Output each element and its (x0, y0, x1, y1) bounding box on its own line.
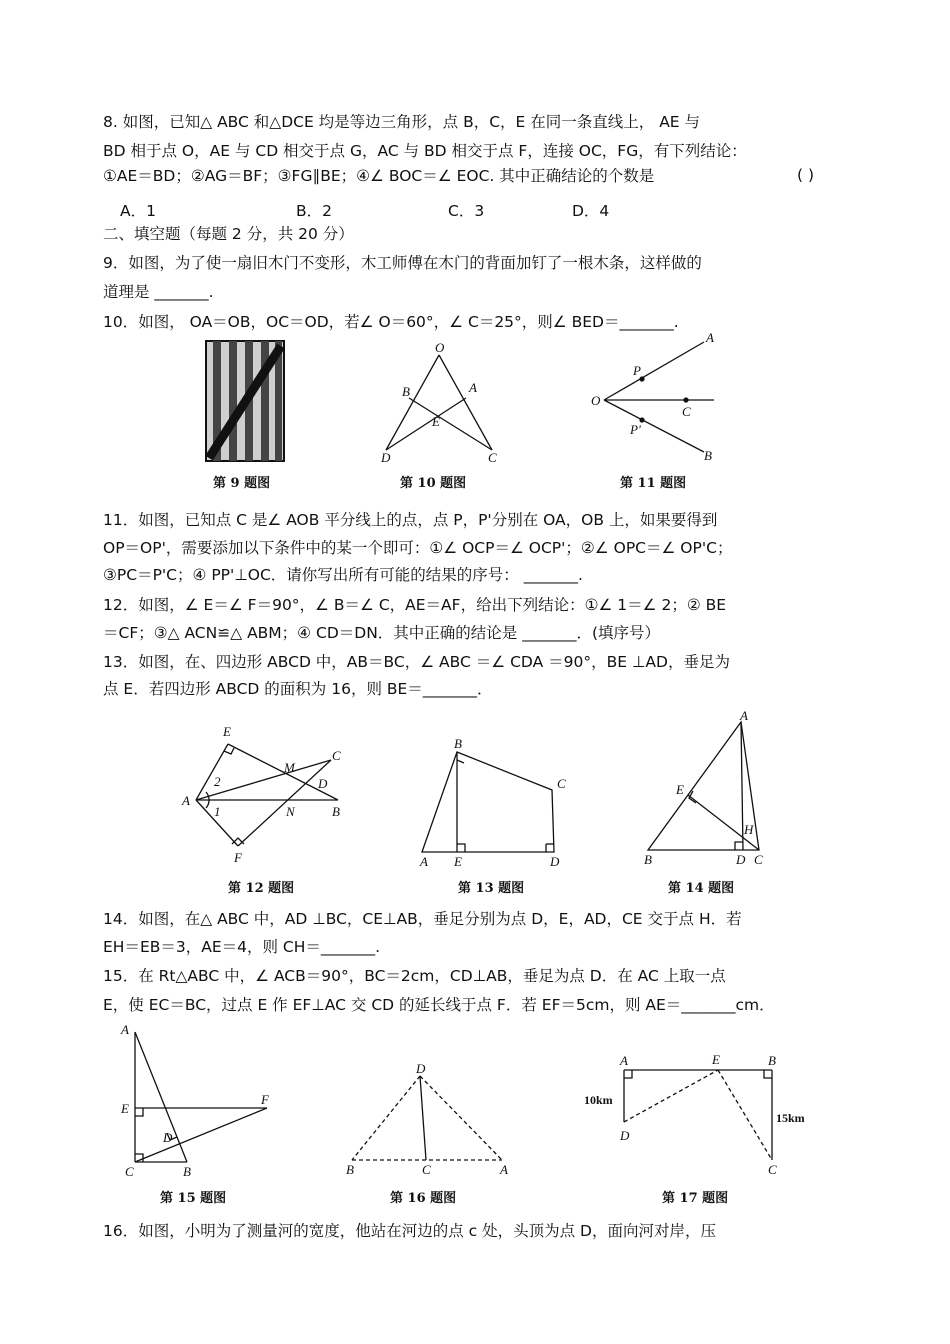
f17-label-d: D (620, 1128, 630, 1143)
f11-label-b: B (704, 448, 712, 463)
f11-label-p-prime: P' (630, 422, 641, 437)
q15-line-1: 15．在 Rt△ABC 中，∠ ACB＝90°，BC＝2cm，CD⊥AB，垂足为点 D．在 AC 上取一点 (103, 967, 726, 985)
f16-label-d: D (416, 1061, 426, 1076)
figure-17 (578, 1050, 805, 1180)
f17-label-c: C (768, 1162, 777, 1177)
q12-line-1: 12．如图，∠ E＝∠ F＝90°，∠ B＝∠ C，AE＝AF，给出下列结论：①∠ 1＝∠ 2；② BE (103, 596, 727, 614)
f10-label-c: C (488, 450, 497, 465)
q9-line-1: 9．如图，为了使一扇旧木门不变形，木工师傅在木门的背面加钉了一根木条，这样做的 (103, 254, 702, 272)
f12-label-c: C (332, 748, 341, 763)
q8-option-c: C．3 (448, 202, 485, 220)
f16-label-a: A (500, 1162, 508, 1177)
figure-15-caption: 第 15 题图 (160, 1191, 227, 1206)
f17-label-10km: 10km (584, 1093, 613, 1107)
q8-option-d: D．4 (572, 202, 610, 220)
f14-label-h: H (744, 822, 754, 837)
f15-label-b: B (183, 1164, 191, 1179)
figure-10-triangles (376, 340, 506, 465)
f13-label-c: C (557, 776, 566, 791)
f12-label-2: 2 (214, 774, 221, 789)
q9-line-2: 道理是 _______. (103, 283, 214, 301)
f11-label-c: C (682, 404, 691, 419)
figure-12-caption: 第 12 题图 (228, 881, 295, 896)
figure-14 (636, 708, 776, 873)
f15-label-e: E (121, 1101, 129, 1116)
f15-label-d: D (163, 1130, 173, 1145)
figure-12 (176, 716, 356, 876)
figure-10-caption: 第 10 题图 (400, 476, 467, 491)
f10-label-b: B (402, 384, 410, 399)
f12-label-b: B (332, 804, 340, 819)
figure-9-door (205, 340, 285, 462)
figure-11-angle-bisector (586, 330, 726, 465)
f15-label-c: C (125, 1164, 134, 1179)
figure-14-caption: 第 14 题图 (668, 881, 735, 896)
q11-line-2: OP＝OP'，需要添加以下条件中的某一个即可：①∠ OCP＝∠ OCP'；②∠ OPC＝∠ OP'C； (103, 539, 733, 557)
q8-option-a: A．1 (120, 202, 156, 220)
figure-9-caption: 第 9 题图 (213, 476, 271, 491)
figure-17-caption: 第 17 题图 (662, 1191, 729, 1206)
q13-line-2: 点 E．若四边形 ABCD 的面积为 16，则 BE＝_______． (103, 680, 493, 698)
q15-line-2: E，使 EC＝BC，过点 E 作 EF⊥AC 交 CD 的延长线于点 F．若 EF＝5cm，则 AE＝_______cm． (103, 996, 775, 1014)
q8-option-b: B．2 (296, 202, 332, 220)
figure-16-caption: 第 16 题图 (390, 1191, 457, 1206)
section-2-heading: 二、填空题（每题 2 分，共 20 分） (103, 225, 354, 243)
f10-label-e: E (432, 414, 440, 429)
f13-label-a: A (420, 854, 428, 869)
f10-label-a: A (469, 380, 477, 395)
f14-label-b: B (644, 852, 652, 867)
f10-label-o: O (435, 340, 445, 355)
f12-label-f: F (234, 850, 242, 865)
q16-line-1: 16．如图，小明为了测量河的宽度，他站在河边的点 c 处，头顶为点 D，面向河对岸，压 (103, 1222, 716, 1240)
q8-line-1: 8. 如图，已知△ ABC 和△DCE 均是等边三角形，点 B，C，E 在同一条直线上， AE 与 (103, 113, 701, 131)
q10-line: 10．如图， OA＝OB，OC＝OD，若∠ O＝60°，∠ C＝25°，则∠ BED＝_______. (103, 313, 679, 331)
f13-label-e: E (454, 854, 462, 869)
f13-label-d: D (550, 854, 560, 869)
f14-label-e: E (676, 782, 684, 797)
figure-15 (115, 1020, 295, 1180)
f12-label-1: 1 (214, 804, 221, 819)
f12-label-m: M (284, 760, 295, 775)
f12-label-a: A (182, 793, 190, 808)
f12-label-d: D (318, 776, 328, 791)
f14-label-d: D (736, 852, 746, 867)
q11-line-3: ③PC＝P'C；④ PP'⊥OC．请你写出所有可能的结果的序号： _______. (103, 566, 583, 584)
q8-line-2: BD 相于点 O，AE 与 CD 相交于点 G，AC 与 BD 相交于点 F，连接 OC，FG，有下列结论： (103, 142, 747, 160)
f11-label-o: O (591, 393, 601, 408)
f14-label-c: C (754, 852, 763, 867)
figure-11-caption: 第 11 题图 (620, 476, 687, 491)
f17-label-e: E (712, 1052, 720, 1067)
f12-label-n: N (286, 804, 295, 819)
q12-line-2: ＝CF；③△ ACN≌△ ABM；④ CD＝DN．其中正确的结论是 _______．(填序号） (103, 624, 661, 642)
f14-label-a: A (740, 708, 748, 723)
figure-16 (340, 1062, 520, 1180)
figure-13 (412, 732, 582, 872)
f11-label-p: P (633, 363, 641, 378)
f15-label-f: F (261, 1092, 269, 1107)
f17-label-a: A (620, 1053, 628, 1068)
f16-label-c: C (422, 1162, 431, 1177)
f10-label-d: D (381, 450, 391, 465)
f13-label-b: B (454, 736, 462, 751)
q8-answer-paren: ( ) (797, 166, 815, 184)
q11-line-1: 11．如图，已知点 C 是∠ AOB 平分线上的点，点 P，P'分别在 OA，OB 上，如果要得到 (103, 511, 718, 529)
f17-label-b: B (768, 1053, 776, 1068)
f12-label-e: E (223, 724, 231, 739)
q14-line-1: 14．如图，在△ ABC 中，AD ⊥BC，CE⊥AB，垂足分别为点 D，E，AD，CE 交于点 H．若 (103, 910, 742, 928)
q13-line-1: 13．如图，在、四边形 ABCD 中，AB＝BC，∠ ABC ＝∠ CDA ＝90°，BE ⊥AD，垂足为 (103, 653, 730, 671)
f11-point-c (683, 397, 688, 402)
q8-line-3: ①AE＝BD；②AG＝BF；③FG∥BE；④∠ BOC＝∠ EOC. 其中正确结论的个数是 (103, 167, 655, 185)
figure-13-caption: 第 13 题图 (458, 881, 525, 896)
f15-label-a: A (121, 1022, 129, 1037)
f11-label-a: A (706, 330, 714, 345)
q14-line-2: EH＝EB＝3，AE＝4，则 CH＝_______. (103, 938, 381, 956)
f16-label-b: B (346, 1162, 354, 1177)
f17-label-15km: 15km (776, 1111, 805, 1125)
